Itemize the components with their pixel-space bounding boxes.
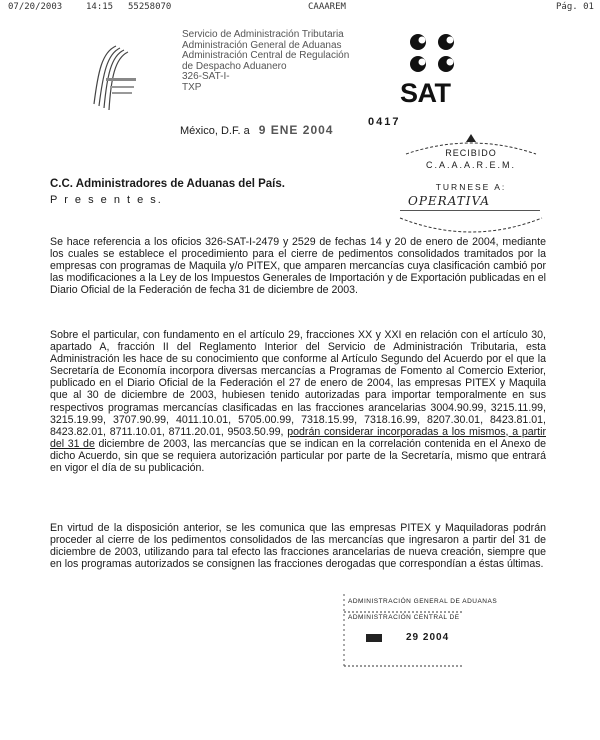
folio-number: 0417	[368, 116, 401, 128]
stamp-handwritten-dept: OPERATIVA	[408, 194, 490, 208]
bottom-stamp-line1: ADMINISTRACIÓN GENERAL DE ADUANAS	[348, 598, 498, 605]
agency-line: de Despacho Aduanero	[182, 60, 287, 72]
stamp-received-label: RECIBIDO	[445, 148, 497, 158]
agency-line: TXP	[182, 81, 202, 93]
paragraph-reference: Se hace referencia a los oficios 326-SAT-I-2479 y 2529 de fechas 14 y 20 de enero de 2004, mediante los cuales se establece el procedimiento para el cierre de pedimentos consolidados tramitados por la empresas con programas de Maquila y/o PITEX, que amparen mercancías cuya clasificación cambió por las modificaciones a la Ley de los Impuestos Generales de Importación y de Exportación publicadas en el Diario Oficial de la Federación de fecha 31 de diciembre de 2003.	[50, 236, 546, 297]
stamp-ink-mark	[366, 634, 382, 642]
agency-header	[182, 30, 382, 93]
greeting: P r e s e n t e s.	[50, 194, 163, 206]
place-date	[180, 123, 333, 137]
agency-line: Servicio de Administración Tributaria	[182, 29, 344, 40]
fax-number: 55258070	[128, 2, 172, 12]
date-stamp: 9 ENE 2004	[258, 123, 334, 137]
bottom-stamp-date: 29 2004	[406, 632, 450, 643]
fax-date: 07/20/2003	[8, 2, 63, 12]
sat-wordmark: SAT	[400, 78, 451, 108]
addressee: C.C. Administradores de Aduanas del País.	[50, 178, 285, 190]
paragraph-conclusion: En virtud de la disposición anterior, se les comunica que las empresas PITEX y Maquiladoras podrán proceder al cierre de los pedimentos consolidados de las mercancías que ingresaron a partir del 31 de diciembre de 2003, utilizando para tal efecto las fracciones arancelarias de nueva creación, siempre que en los programas autorizados se consignen las fracciones derogadas que correspondían a éstas últimas.	[50, 522, 546, 571]
bottom-stamp	[340, 592, 498, 670]
stamp-turn: TURNESE A:	[435, 182, 507, 192]
sat-emblem-icon	[398, 30, 470, 80]
stamp-org: C.A.A.A.R.E.M.	[425, 160, 516, 170]
place-date-text: México, D.F. a	[180, 125, 250, 137]
paragraph-text: diciembre de 2003, las mercancías que se indican en la correlación contenida en el Anexo de dicho Acuerdo, sin que se requiera autorización particular por parte de la Secretaría, mismo que entrará en vigor el día de su publicación.	[50, 437, 547, 475]
agency-line: Administración General de Aduanas	[182, 39, 342, 51]
fax-header	[0, 2, 600, 14]
stamp-divider	[400, 210, 540, 211]
agency-line: 326-SAT-I-	[182, 71, 230, 82]
bottom-stamp-line2: ADMINISTRACIÓN CENTRAL DE	[348, 614, 460, 621]
underlined-phrase: podrán considerar incorporadas a los mismos, a partir del 31 de	[50, 425, 546, 450]
paragraph-particular	[50, 329, 546, 474]
shcp-logo-icon	[80, 42, 142, 114]
sat-logo	[398, 30, 470, 108]
fax-page: Pág. 01	[556, 2, 594, 12]
agency-line: Administración Central de Regulación	[182, 50, 350, 61]
fax-time: 14:15	[86, 2, 114, 12]
paragraph-text: Sobre el particular, con fundamento en el artículo 29, fracciones XX y XXI en relación con el artículo 30, apartado A, fracción II del Reglamento Interior del Servicio de Administración Tributaria, esta Administración les hace de su conocimiento que conforme al Artículo Segundo del Acuerdo por el que la Secretaría de Economía incorpora diversas mercancías a Programas de Fomento al Comercio Exterior, publicado en el Diario Oficial de la Federación el 27 de enero de 2004, las empresas PITEX y Maquila que al 30 de diciembre de 2003, hubiesen tenido autorizadas para importar temporalmente en sus respectivos programas mercancías clasificadas en las fracciones arancelarias 3004.90.99, 3215.11.99, 3215.19.99, 3707.90.99, 4011.10.01, 5705.00.99, 7318.15.99, 7318.16.99, 8207.30.01, 8423.81.01, 8423.82.01, 8711.10.01, 8711.20.01, 9503.50.99,	[50, 329, 546, 438]
fax-company: CAAAREM	[308, 2, 346, 12]
